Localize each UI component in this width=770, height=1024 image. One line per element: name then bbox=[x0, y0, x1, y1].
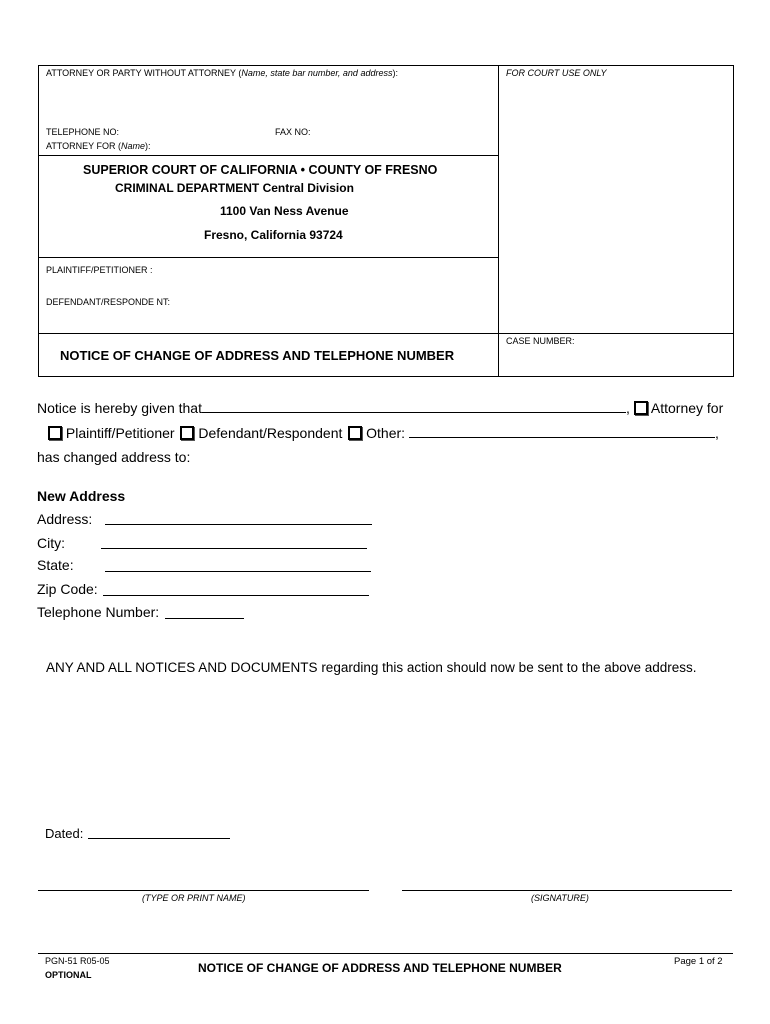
attorney-for-checkbox[interactable] bbox=[634, 401, 648, 415]
notices-statement: ANY AND ALL NOTICES AND DOCUMENTS regarding this action should now be sent to the above address. bbox=[46, 660, 697, 675]
attorney-for-label: ATTORNEY FOR (Name): bbox=[46, 141, 151, 151]
notice-line-2: Plaintiff/Petitioner Defendant/Respondent Other: , bbox=[48, 424, 719, 441]
state-field[interactable] bbox=[105, 571, 371, 572]
print-name-line[interactable] bbox=[38, 890, 369, 891]
notice-line-1: Notice is hereby given that , Attorney for bbox=[37, 400, 724, 416]
caption-divider-parties bbox=[38, 257, 498, 258]
telephone-label: TELEPHONE NO: bbox=[46, 127, 120, 137]
caption-box bbox=[38, 65, 734, 377]
notice-name-field[interactable] bbox=[202, 399, 626, 413]
page-number: Page 1 of 2 bbox=[674, 956, 723, 967]
plaintiff-label: PLAINTIFF/PETITIONER : bbox=[46, 265, 153, 275]
city-field[interactable] bbox=[101, 548, 367, 549]
other-checkbox-label: Other: bbox=[366, 425, 406, 441]
court-street: 1100 Van Ness Avenue bbox=[220, 204, 349, 218]
attorney-label-hint: Name, state bar number, and address bbox=[241, 68, 393, 78]
court-city: Fresno, California 93724 bbox=[204, 228, 343, 242]
fax-label: FAX NO: bbox=[275, 127, 311, 137]
defendant-label: DEFENDANT/RESPONDE NT: bbox=[46, 297, 171, 307]
zip-field[interactable] bbox=[103, 595, 369, 596]
footer-title: NOTICE OF CHANGE OF ADDRESS AND TELEPHONE NUMBER bbox=[198, 961, 562, 975]
print-name-hint: (TYPE OR PRINT NAME) bbox=[142, 893, 246, 903]
footer-divider bbox=[38, 953, 733, 954]
caption-divider-court bbox=[38, 155, 498, 156]
address-label: Address: bbox=[37, 511, 93, 527]
plaintiff-checkbox[interactable] bbox=[48, 426, 62, 440]
optional-label: OPTIONAL bbox=[45, 970, 92, 980]
caption-divider-title bbox=[38, 333, 733, 334]
city-label: City: bbox=[37, 535, 65, 551]
court-name: SUPERIOR COURT OF CALIFORNIA • COUNTY OF FRESNO bbox=[83, 163, 438, 177]
defendant-checkbox[interactable] bbox=[180, 426, 194, 440]
signature-hint: (SIGNATURE) bbox=[531, 893, 589, 903]
plaintiff-checkbox-label: Plaintiff/Petitioner bbox=[65, 425, 175, 441]
address-field[interactable] bbox=[105, 524, 372, 525]
state-label: State: bbox=[37, 557, 74, 573]
attorney-label: ATTORNEY OR PARTY WITHOUT ATTORNEY (Name, state bar number, and address): bbox=[46, 68, 398, 78]
other-field[interactable] bbox=[409, 424, 715, 438]
dated-field[interactable] bbox=[88, 838, 230, 839]
defendant-checkbox-label: Defendant/Respondent bbox=[198, 425, 343, 441]
notice-intro: Notice is hereby given that bbox=[37, 400, 202, 416]
other-checkbox[interactable] bbox=[348, 426, 362, 440]
attorney-for-label-text: Attorney for bbox=[650, 400, 724, 416]
dated-label: Dated: bbox=[45, 826, 84, 841]
case-number-label: CASE NUMBER: bbox=[506, 336, 575, 346]
new-address-heading: New Address bbox=[37, 488, 126, 504]
court-division: Central Division bbox=[262, 181, 354, 195]
zip-label: Zip Code: bbox=[37, 581, 98, 597]
form-title: NOTICE OF CHANGE OF ADDRESS AND TELEPHONE NUMBER bbox=[60, 348, 455, 363]
form-code: PGN-51 R05-05 bbox=[45, 956, 110, 966]
caption-divider-vertical bbox=[498, 65, 499, 376]
signature-line[interactable] bbox=[402, 890, 732, 891]
phone-label: Telephone Number: bbox=[37, 604, 160, 620]
changed-address-text: has changed address to: bbox=[37, 449, 191, 465]
phone-field[interactable] bbox=[165, 618, 244, 619]
court-use-label: FOR COURT USE ONLY bbox=[506, 68, 607, 78]
court-department: CRIMINAL DEPARTMENT Central Division bbox=[115, 181, 354, 195]
